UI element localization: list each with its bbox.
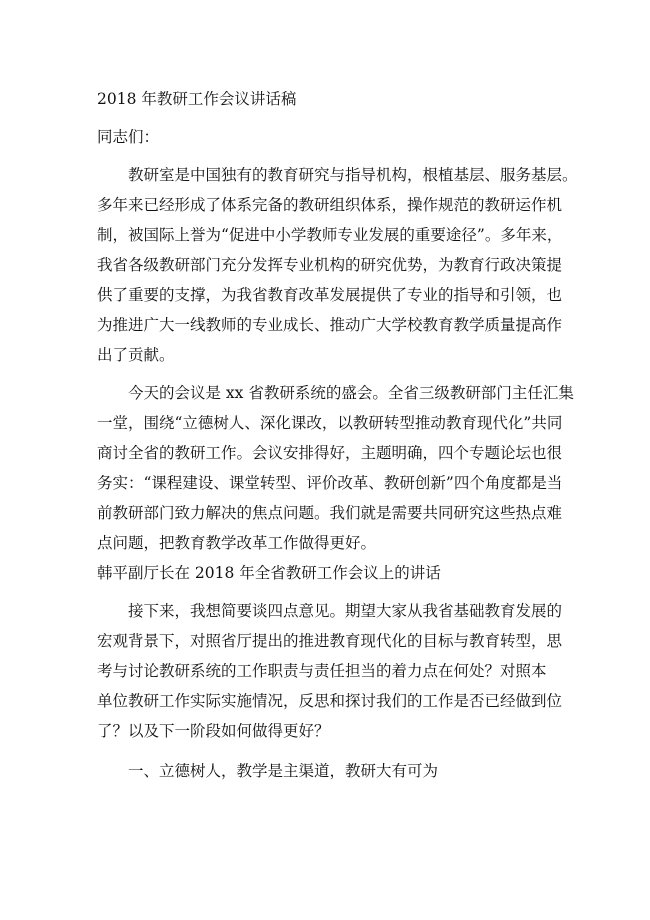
paragraph-line: 一堂，围绕“立德树人、深化课改，以教研转型推动教育现代化”共同 [97, 414, 563, 432]
paragraph-line: 供了重要的支撑，为我省教育改革发展提供了专业的指导和引领，也 [97, 286, 563, 304]
paragraph-line: 务实：“课程建设、课堂转型、评价改革、教研创新”四个角度都是当 [97, 474, 563, 492]
paragraph-opinions [97, 596, 565, 746]
document-title: 2018 年教研工作会议讲话稿 [97, 90, 297, 108]
paragraph-line: 出了贡献。 [97, 346, 175, 364]
paragraph-line: 商讨全省的教研工作。会议安排得好，主题明确，四个专题论坛也很 [97, 444, 563, 462]
paragraph-line: 前教研部门致力解决的焦点问题。我们就是需要共同研究这些热点难 [97, 504, 563, 522]
paragraph-line: 教研室是中国独有的教育研究与指导机构，根植基层、服务基层。 [128, 166, 578, 184]
section-heading-1: 一、立德树人，教学是主渠道，教研大有可为 [128, 762, 439, 780]
paragraph-line: 点问题，把教育教学改革工作做得更好。 [97, 534, 377, 552]
speech-subtitle: 韩平副厅长在 2018 年全省教研工作会议上的讲话 [97, 564, 441, 582]
salutation: 同志们： [97, 128, 160, 146]
paragraph-line: 为推进广大一线教师的专业成长、推动广大学校教育教学质量提高作 [97, 316, 563, 334]
paragraph-line: 宏观背景下，对照省厅提出的推进教育现代化的目标与教育转型，思 [97, 632, 563, 650]
paragraph-line: 了？以及下一阶段如何做得更好？ [97, 722, 330, 740]
paragraph-line: 单位教研工作实际实施情况，反思和探讨我们的工作是否已经做到位 [97, 692, 563, 710]
paragraph-line: 多年来已经形成了体系完备的教研组织体系，操作规范的教研运作机 [97, 196, 563, 214]
paragraph-line: 今天的会议是 xx 省教研系统的盛会。全省三级教研部门主任汇集 [128, 384, 574, 402]
paragraph-intro [97, 160, 578, 370]
paragraph-line: 接下来，我想简要谈四点意见。期望大家从我省基础教育发展的 [128, 602, 563, 620]
document-page [97, 84, 578, 786]
paragraph-line: 我省各级教研部门充分发挥专业机构的研究优势，为教育行政决策提 [97, 256, 563, 274]
paragraph-line: 考与讨论教研系统的工作职责与责任担当的着力点在何处？对照本 [97, 662, 547, 680]
paragraph-meeting [97, 378, 574, 558]
paragraph-line: 制，被国际上誉为“促进中小学教师专业发展的重要途径”。多年来， [97, 226, 563, 244]
